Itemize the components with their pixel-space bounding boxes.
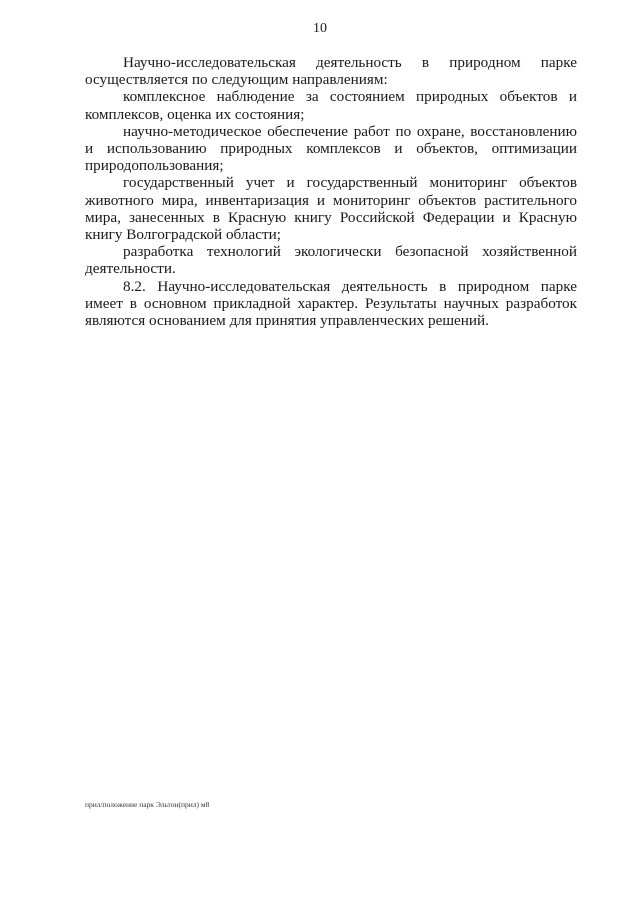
paragraph-intro: Научно-исследовательская деятельность в природном парке осуществляется по следующим направлениям: xyxy=(85,54,577,89)
paragraph-section-8-2: 8.2. Научно-исследовательская деятельность в природном парке имеет в основном прикладной характер. Результаты научных разработок являются основанием для принятия управленческих решений. xyxy=(85,277,577,330)
file-path-footer: прил/положение парк Эльтон(прил) м8 xyxy=(85,800,210,809)
page-number: 10 xyxy=(313,21,327,36)
paragraph-state-accounting: государственный учет и государственный мониторинг объектов животного мира, инвентаризация и мониторинг объектов растительного мира, занесенных в Красную книгу Российской Федерации и Красную книгу Волгоградской области; xyxy=(85,174,577,244)
body-text xyxy=(85,54,577,329)
paragraph-monitoring: комплексное наблюдение за состоянием природных объектов и комплексов, оценка их состояния; xyxy=(85,88,577,123)
paragraph-methodology: научно-методическое обеспечение работ по охране, восстановлению и использованию природных комплексов и объектов, оптимизации природопользования; xyxy=(85,122,577,175)
paragraph-technologies: разработка технологий экологически безопасной хозяйственной деятельности. xyxy=(85,243,577,278)
